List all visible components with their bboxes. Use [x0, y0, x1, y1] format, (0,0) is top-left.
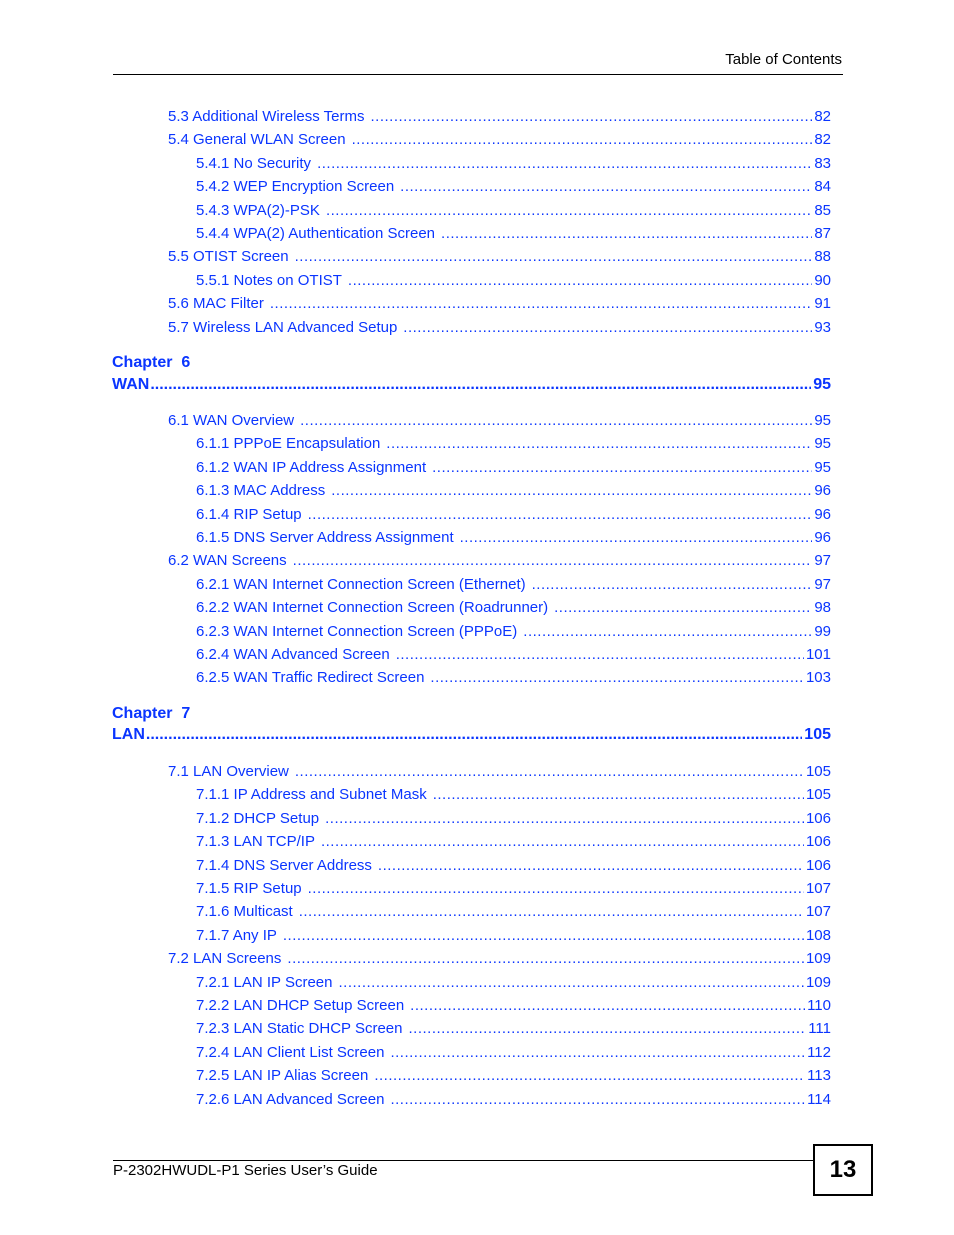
toc-entry-page: 111 — [808, 1020, 831, 1037]
toc-entry-page: 84 — [814, 178, 831, 195]
toc-entry-link[interactable] — [0, 481, 831, 501]
toc-entry-label: 6.2.5 WAN Traffic Redirect Screen — [196, 669, 425, 686]
dot-leader — [390, 1043, 805, 1063]
toc-entry-link[interactable] — [0, 247, 831, 267]
toc-entry-label: 7.2 LAN Screens — [168, 950, 282, 967]
toc-entry-page: 106 — [805, 857, 831, 874]
toc-entry-link[interactable] — [0, 832, 831, 852]
toc-entry-label: 7.1.6 Multicast — [196, 903, 293, 920]
chapter-heading: Chapter 7 — [112, 705, 191, 722]
toc-entry-page: 82 — [814, 131, 831, 148]
toc-entry-label: 7.1.3 LAN TCP/IP — [196, 833, 315, 850]
toc-entry-label: 5.4.2 WEP Encryption Screen — [196, 178, 395, 195]
toc-entry-link[interactable] — [0, 130, 831, 150]
toc-entry-link[interactable] — [0, 458, 831, 478]
toc-entry-link[interactable] — [0, 785, 831, 805]
dot-leader — [338, 973, 803, 993]
toc-entry-link[interactable] — [0, 856, 831, 876]
toc-entry-page: 95 — [814, 459, 831, 476]
toc-entry-label: 5.5.1 Notes on OTIST — [196, 272, 342, 289]
toc-entry-label: 6.1.5 DNS Server Address Assignment — [196, 529, 454, 546]
toc-entry-page: 97 — [814, 576, 831, 593]
toc-entry-page: 88 — [814, 248, 831, 265]
toc-entry-page: 93 — [814, 319, 831, 336]
toc-entry-label: 7.2.3 LAN Static DHCP Screen — [196, 1020, 403, 1037]
toc-entry-page: 109 — [805, 950, 831, 967]
toc-entry-page: 99 — [814, 623, 831, 640]
header-divider — [113, 74, 843, 75]
toc-entry-page: 105 — [805, 786, 831, 803]
toc-entry-label: 5.4.1 No Security — [196, 155, 312, 172]
toc-entry-page: 101 — [805, 646, 831, 663]
dot-leader — [300, 411, 812, 431]
dot-leader — [293, 551, 813, 571]
dot-leader — [150, 374, 811, 395]
toc-entry-page: 110 — [807, 997, 831, 1014]
toc-entry-label: 6.1 WAN Overview — [168, 412, 295, 429]
toc-entry-label: 7.1.1 IP Address and Subnet Mask — [196, 786, 427, 803]
toc-entry-link[interactable] — [0, 271, 831, 291]
dot-leader — [433, 785, 804, 805]
toc-entry-link[interactable] — [0, 926, 831, 946]
toc-entry-label: 5.7 Wireless LAN Advanced Setup — [168, 319, 398, 336]
dot-leader — [410, 996, 805, 1016]
dot-leader — [325, 809, 804, 829]
dot-leader — [441, 224, 812, 244]
toc-entry-label: 6.2.4 WAN Advanced Screen — [196, 646, 390, 663]
dot-leader — [378, 856, 804, 876]
chapter-title: LAN — [112, 726, 145, 743]
dot-leader — [430, 668, 804, 688]
toc-entry-label: 6.2.1 WAN Internet Connection Screen (Ethernet) — [196, 576, 526, 593]
toc-entry-label: 5.3 Additional Wireless Terms — [168, 108, 365, 125]
toc-entry-label: 7.2.6 LAN Advanced Screen — [196, 1091, 385, 1108]
toc-entry-label: 6.1.2 WAN IP Address Assignment — [196, 459, 427, 476]
toc-entry-label: 7.1.2 DHCP Setup — [196, 810, 320, 827]
dot-leader — [374, 1066, 805, 1086]
dot-leader — [299, 902, 804, 922]
chapter-page: 105 — [804, 726, 831, 743]
toc-entry-link[interactable] — [0, 902, 831, 922]
toc-entry-page: 96 — [814, 529, 831, 546]
toc-entry-page: 98 — [814, 599, 831, 616]
dot-leader — [348, 271, 812, 291]
toc-entry-link[interactable] — [0, 1090, 831, 1110]
toc-entry-label: 7.2.2 LAN DHCP Setup Screen — [196, 997, 405, 1014]
toc-entry-page: 82 — [814, 108, 831, 125]
dot-leader — [403, 318, 812, 338]
dot-leader — [283, 926, 804, 946]
toc-entry-label: 7.1.5 RIP Setup — [196, 880, 302, 897]
toc-entry-label: 7.2.1 LAN IP Screen — [196, 974, 333, 991]
toc-entry-link[interactable] — [0, 434, 831, 454]
toc-entry-page: 112 — [807, 1044, 831, 1061]
toc-entry-label: 6.1.4 RIP Setup — [196, 506, 302, 523]
dot-leader — [532, 575, 813, 595]
toc-entry-page: 106 — [805, 810, 831, 827]
toc-entry-page: 95 — [814, 435, 831, 452]
toc-entry-page: 106 — [805, 833, 831, 850]
dot-leader — [523, 622, 812, 642]
toc-entry-page: 114 — [807, 1091, 831, 1108]
toc-entry-link[interactable] — [0, 879, 831, 899]
dot-leader — [295, 762, 804, 782]
dot-leader — [308, 505, 813, 525]
toc-entry-page: 96 — [814, 506, 831, 523]
toc-entry-link[interactable] — [0, 668, 831, 688]
page-number-box — [813, 1144, 873, 1196]
toc-entry-link[interactable] — [0, 1019, 831, 1039]
toc-entry-label: 7.1.7 Any IP — [196, 927, 277, 944]
toc-entry-link[interactable] — [0, 528, 831, 548]
toc-entry-label: 7.2.4 LAN Client List Screen — [196, 1044, 385, 1061]
dot-leader — [400, 177, 812, 197]
toc-entry-link[interactable] — [0, 598, 831, 618]
toc-entry-link[interactable] — [0, 575, 831, 595]
toc-entry-page: 109 — [805, 974, 831, 991]
toc-entry-label: 7.1 LAN Overview — [168, 763, 289, 780]
toc-entry-link[interactable] — [0, 645, 831, 665]
toc-entry-label: 6.1.1 PPPoE Encapsulation — [196, 435, 381, 452]
toc-entry-link[interactable] — [0, 294, 831, 314]
dot-leader — [460, 528, 813, 548]
toc-entry-page: 90 — [814, 272, 831, 289]
toc-entry-page: 91 — [814, 295, 831, 312]
chapter-title-link[interactable] — [112, 724, 831, 745]
dot-leader — [408, 1019, 806, 1039]
toc-entry-link[interactable] — [0, 622, 831, 642]
toc-entry-link[interactable] — [0, 551, 831, 571]
toc-entry-page: 103 — [805, 669, 831, 686]
chapter-title-link[interactable] — [112, 374, 831, 395]
page-number: 13 — [829, 1156, 857, 1183]
dot-leader — [432, 458, 812, 478]
toc-entry-page: 97 — [814, 552, 831, 569]
toc-entry-page: 113 — [807, 1067, 831, 1084]
toc-entry-label: 5.5 OTIST Screen — [168, 248, 289, 265]
toc-entry-link[interactable] — [0, 107, 831, 127]
toc-entry-link[interactable] — [0, 762, 831, 782]
dot-leader — [287, 949, 804, 969]
dot-leader — [390, 1090, 805, 1110]
toc-entry-link[interactable] — [0, 224, 831, 244]
toc-entry-page: 95 — [814, 412, 831, 429]
dot-leader — [308, 879, 804, 899]
section-title: Table of Contents — [725, 51, 842, 68]
toc-entry-page: 107 — [805, 880, 831, 897]
dot-leader — [352, 130, 813, 150]
dot-leader — [295, 247, 813, 267]
dot-leader — [554, 598, 812, 618]
dot-leader — [317, 154, 812, 174]
toc-entry-label: 6.2.3 WAN Internet Connection Screen (PPPoE) — [196, 623, 518, 640]
chapter-page: 95 — [813, 376, 831, 393]
toc-entry-link[interactable] — [0, 996, 831, 1016]
dot-leader — [396, 645, 804, 665]
toc-entry-page: 96 — [814, 482, 831, 499]
toc-entry-link[interactable] — [0, 411, 831, 431]
toc-entry-label: 6.2.2 WAN Internet Connection Screen (Roadrunner) — [196, 599, 549, 616]
toc-entry-page: 83 — [814, 155, 831, 172]
toc-entry-link[interactable] — [0, 973, 831, 993]
toc-entry-label: 5.4.3 WPA(2)-PSK — [196, 202, 320, 219]
dot-leader — [146, 724, 802, 745]
toc-entry-link[interactable] — [0, 177, 831, 197]
toc-entry-link[interactable] — [0, 1043, 831, 1063]
chapter-heading: Chapter 6 — [112, 354, 191, 371]
toc-entry-page: 87 — [814, 225, 831, 242]
toc-entry-label: 5.4.4 WPA(2) Authentication Screen — [196, 225, 436, 242]
guide-title: P-2302HWUDL-P1 Series User’s Guide — [113, 1162, 378, 1179]
dot-leader — [370, 107, 812, 127]
toc-entry-label: 6.1.3 MAC Address — [196, 482, 326, 499]
toc-entry-label: 5.4 General WLAN Screen — [168, 131, 346, 148]
toc-entry-link[interactable] — [0, 318, 831, 338]
toc-entry-page: 105 — [805, 763, 831, 780]
toc-entry-link[interactable] — [0, 1066, 831, 1086]
toc-entry-link[interactable] — [0, 809, 831, 829]
dot-leader — [331, 481, 812, 501]
toc-entry-page: 108 — [805, 927, 831, 944]
toc-entry-label: 5.6 MAC Filter — [168, 295, 264, 312]
toc-entry-link[interactable] — [0, 949, 831, 969]
toc-entry-page: 107 — [805, 903, 831, 920]
toc-entry-label: 6.2 WAN Screens — [168, 552, 287, 569]
dot-leader — [321, 832, 804, 852]
dot-leader — [386, 434, 812, 454]
toc-entry-link[interactable] — [0, 154, 831, 174]
dot-leader — [326, 201, 812, 221]
toc-entry-label: 7.1.4 DNS Server Address — [196, 857, 372, 874]
toc-entry-page: 85 — [814, 202, 831, 219]
toc-entry-label: 7.2.5 LAN IP Alias Screen — [196, 1067, 369, 1084]
dot-leader — [270, 294, 812, 314]
toc-entry-link[interactable] — [0, 201, 831, 221]
toc-entry-link[interactable] — [0, 505, 831, 525]
chapter-title: WAN — [112, 376, 150, 393]
